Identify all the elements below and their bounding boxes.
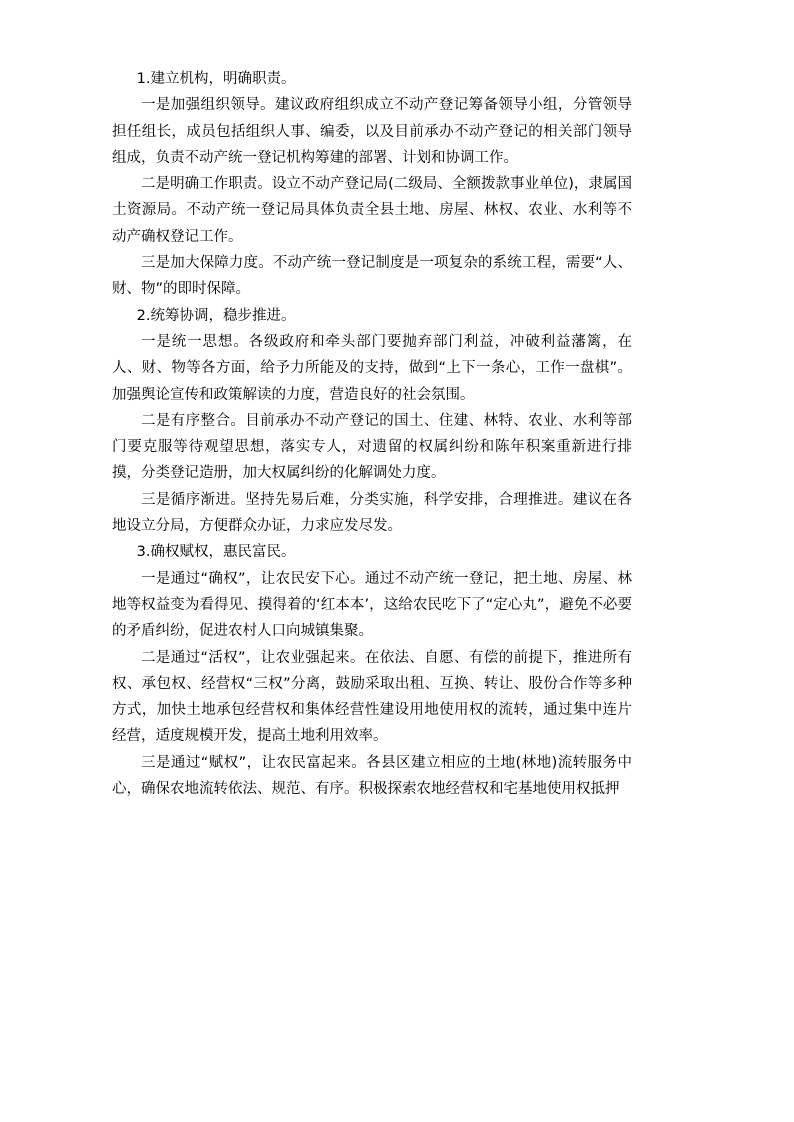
paragraph: 一是统一思想。各级政府和牵头部门要抛弃部门利益，冲破利益藩篱，在人、财、物等各方面，给予力所能及的支持，做到“上下一条心，工作一盘棋”。加强舆论宣传和政策解读的力度，营造良好的社会氛围。 bbox=[112, 333, 632, 403]
section-heading-2: 2.统筹协调，稳步推进。 bbox=[136, 307, 296, 324]
paragraph: 三是循序渐进。坚持先易后难，分类实施，科学安排，合理推进。建议在各地设立分局，方便群众办证，力求应发尽发。 bbox=[112, 491, 632, 535]
paragraph: 二是通过“活权”，让农业强起来。在依法、自愿、有偿的前提下，推进所有权、承包权、经营权“三权”分离，鼓励采取出租、互换、转让、股份合作等多种方式，加快土地承包经营权和集体经营性建设用地使用权的流转，通过集中连片经营，适度规模开发，提高土地利用效率。 bbox=[112, 649, 632, 745]
paragraph: 一是加强组织领导。建议政府组织成立不动产登记筹备领导小组，分管领导担任组长，成员包括组织人事、编委，以及目前承办不动产登记的相关部门领导组成，负责不动产统一登记机构筹建的部署、计划和协调工作。 bbox=[112, 97, 632, 166]
paragraph: 三是加大保障力度。不动产统一登记制度是一项复杂的系统工程，需要“人、财、物”的即时保障。 bbox=[112, 255, 632, 298]
paragraph: 二是明确工作职责。设立不动产登记局(二级局、全额拨款事业单位)，隶属国土资源局。不动产统一登记局具体负责全县土地、房屋、林权、农业、水利等不动产确权登记工作。 bbox=[112, 176, 632, 245]
document-body bbox=[112, 66, 632, 802]
section-heading-3: 3.确权赋权，惠民富民。 bbox=[136, 544, 296, 561]
paragraph: 三是通过“赋权”，让农民富起来。各县区建立相应的土地(林地)流转服务中心，确保农地流转依法、规范、有序。积极探索农地经营权和宅基地使用权抵押 bbox=[112, 754, 632, 798]
paragraph: 一是通过“确权”，让农民安下心。通过不动产统一登记，把土地、房屋、林地等权益变为看得见、摸得着的‘红本本’，这给农民吃下了“定心丸”，避免不必要的矛盾纠纷，促进农村人口向城镇集聚。 bbox=[112, 570, 632, 640]
paragraph: 二是有序整合。目前承办不动产登记的国土、住建、林特、农业、水利等部门要克服等待观望思想，落实专人，对遗留的权属纠纷和陈年积案重新进行排摸，分类登记造册，加大权属纠纷的化解调处力度。 bbox=[112, 412, 632, 482]
section-heading-1: 1.建立机构，明确职责。 bbox=[136, 71, 296, 87]
